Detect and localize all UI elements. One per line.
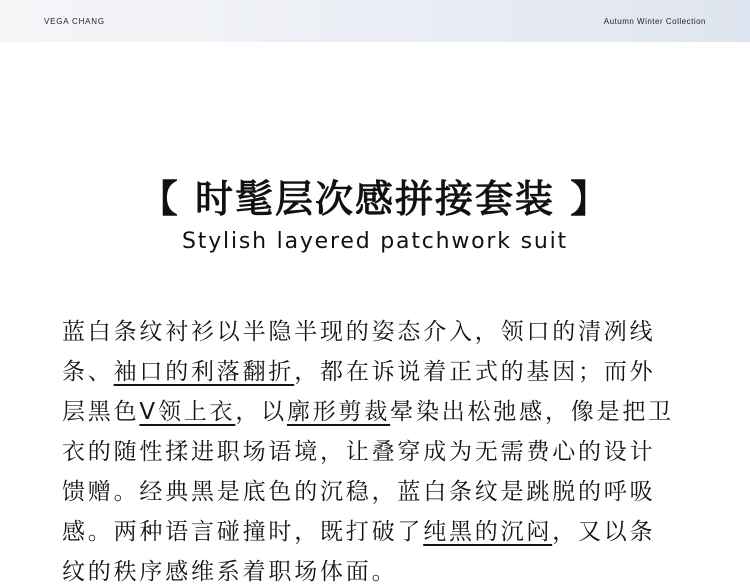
text-segment: 晕染出松弛感，像是把卫 bbox=[390, 399, 674, 425]
page-subtitle: Stylish layered patchwork suit bbox=[182, 229, 568, 254]
paragraph-line bbox=[62, 512, 692, 552]
paragraph-line bbox=[62, 312, 692, 352]
paragraph-line bbox=[62, 432, 692, 472]
paragraph-line bbox=[62, 352, 692, 392]
underlined-phrase: 袖口的利落翻折 bbox=[113, 359, 295, 385]
paragraph-line bbox=[62, 552, 692, 588]
text-segment: 衣的随性揉进职场语境，让叠穿成为无需费心的设计 bbox=[62, 439, 656, 465]
page-title: 【 时髦层次感拼接套装 】 bbox=[139, 177, 611, 221]
text-segment: 蓝白条纹衬衫以半隐半现的姿态介入，领口的清冽线 bbox=[62, 319, 656, 345]
text-segment: ，以 bbox=[235, 399, 287, 425]
underlined-phrase: 廓形剪裁 bbox=[286, 399, 391, 425]
underlined-phrase: V领上衣 bbox=[139, 399, 236, 425]
paragraph-line bbox=[62, 472, 692, 512]
underlined-phrase: 纯黑的沉闷 bbox=[423, 519, 553, 545]
text-segment: 馈赠。经典黑是底色的沉稳，蓝白条纹是跳脱的呼吸 bbox=[62, 479, 656, 505]
header-bar bbox=[0, 0, 750, 42]
paragraph-line bbox=[62, 392, 692, 432]
text-segment: 条、 bbox=[62, 359, 114, 385]
text-segment: 感。两种语言碰撞时，既打破了 bbox=[62, 519, 424, 545]
text-segment: 层黑色 bbox=[62, 399, 140, 425]
brand-label: VEGA CHANG bbox=[44, 17, 105, 26]
text-segment: 纹的秩序感维系着职场体面。 bbox=[62, 559, 398, 585]
description-paragraph bbox=[62, 312, 692, 588]
collection-label: Autumn Winter Collection bbox=[603, 17, 706, 26]
text-segment: ，又以条 bbox=[552, 519, 656, 545]
text-segment: ，都在诉说着正式的基因；而外 bbox=[294, 359, 656, 385]
